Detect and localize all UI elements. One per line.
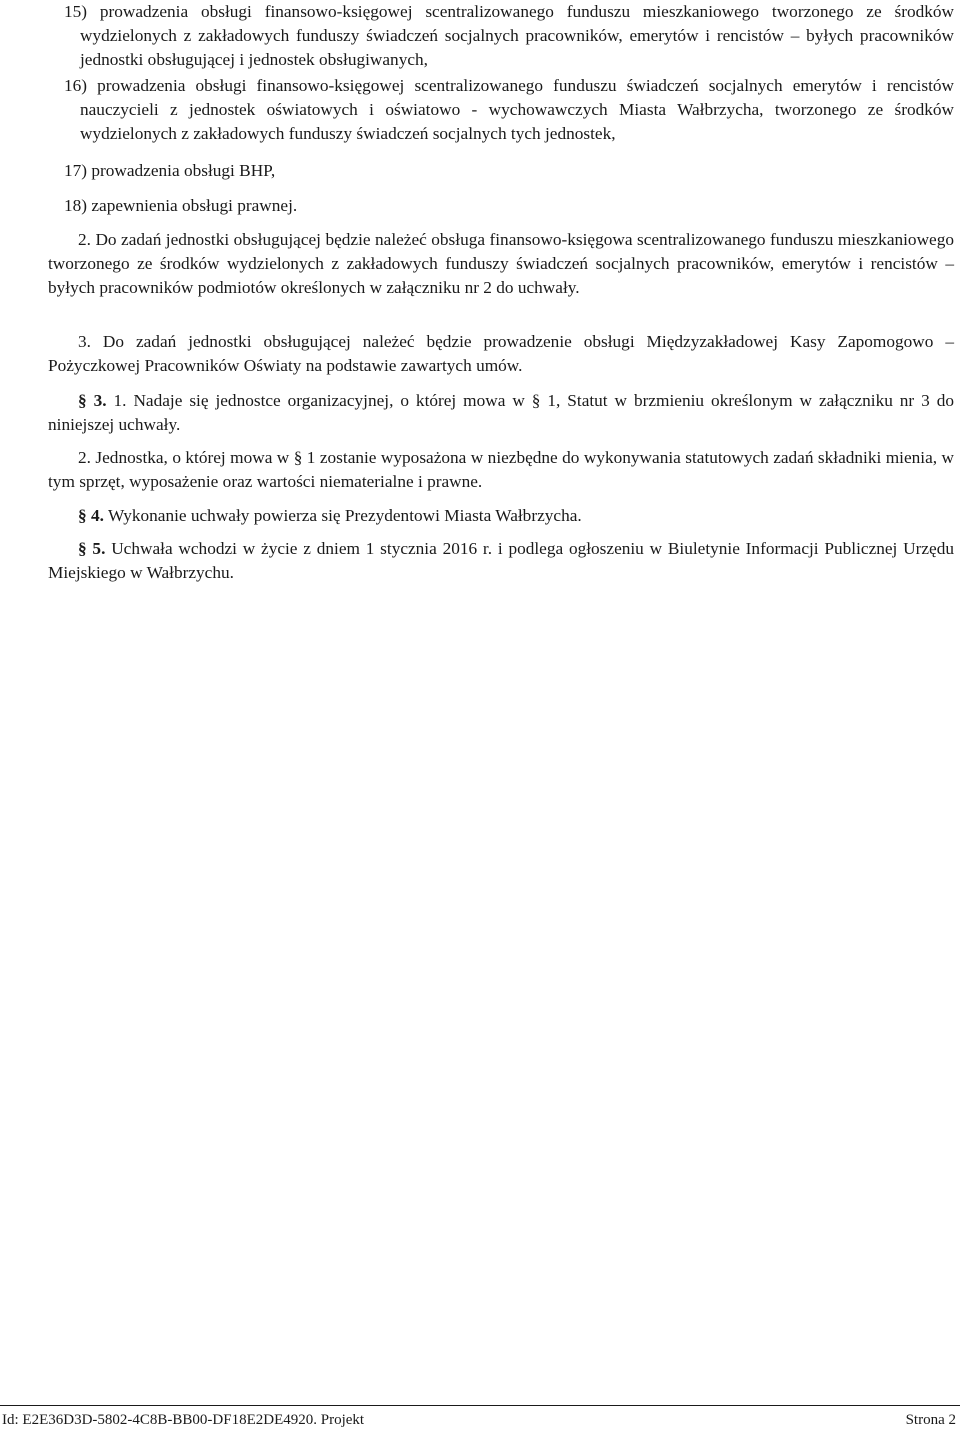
section-5 [48,537,954,585]
section-3-paragraph-2 [48,446,954,494]
section-3-sign: § 3. [78,391,107,410]
section-3-paragraph-1-number: 1. [113,391,127,410]
list-item-15: 15) prowadzenia obsługi finansowo-księgowej scentralizowanego funduszu mieszkaniowego tworzonego ze środków wydzielonych z zakładowych funduszy świadczeń socjalnych pracowników, emerytów i rencistów – byłych pracowników jednostki obsługującej i jednostek obsługiwanych, [64,2,954,69]
paragraph-3-text: Do zadań jednostki obsługującej należeć będzie prowadzenie obsługi Międzyzakładowej Kasy Zapomogowo – Pożyczkowej Pracowników Oświaty na podstawie zawartych umów. [48,332,954,375]
section-3-paragraph-2-text: Jednostka, o której mowa w § 1 zostanie wyposażona w niezbędne do wykonywania statutowych zadań składniki mienia, w tym sprzęt, wyposażenie oraz wartości niematerialne i prawne. [48,448,954,491]
list-item-16: 16) prowadzenia obsługi finansowo-księgowej scentralizowanego funduszu świadczeń socjalnych emerytów i rencistów nauczycieli z jednostek oświatowych i oświatowo - wychowawczych Miasta Wałbrzycha, tworzonego ze środków wydzielonych z zakładowych funduszy świadczeń socjalnych tych jednostek, [64,76,954,143]
document-id: Id: E2E36D3D-5802-4C8B-BB00-DF18E2DE4920. Projekt [2,1412,365,1428]
section-4-text: Wykonanie uchwały powierza się Prezydentowi Miasta Wałbrzycha. [107,506,582,525]
paragraph-2 [48,228,954,300]
section-3-paragraph-2-number: 2. [78,448,91,467]
page-number: Strona 2 [905,1412,956,1428]
paragraph-3-number: 3. [78,332,91,351]
list-item-17: 17) prowadzenia obsługi BHP, [64,161,276,180]
page-footer [0,1405,960,1428]
section-4-sign: § 4. [78,506,104,525]
section-3-paragraph-1 [48,389,954,437]
section-4 [48,504,954,528]
paragraph-3 [48,330,954,378]
paragraph-2-number: 2. [78,230,91,249]
section-3-paragraph-1-text: Nadaje się jednostce organizacyjnej, o której mowa w § 1, Statut w brzmieniu określonym w załączniku nr 3 do niniejszej uchwały. [48,391,955,434]
list-item-18: 18) zapewnienia obsługi prawnej. [64,196,298,215]
paragraph-2-text: Do zadań jednostki obsługującej będzie należeć obsługa finansowo-księgowa scentralizowanego funduszu mieszkaniowego tworzonego ze środków wydzielonych z zakładowych funduszy świadczeń socjalnych pracowników, emerytów i rencistów – byłych pracowników podmiotów określonych w załączniku nr 2 do uchwały. [48,230,955,297]
section-5-text: Uchwała wchodzi w życie z dniem 1 stycznia 2016 r. i podlega ogłoszeniu w Biuletynie Informacji Publicznej Urzędu Miejskiego w Wałbrzychu. [48,539,954,582]
section-5-sign: § 5. [78,539,106,558]
